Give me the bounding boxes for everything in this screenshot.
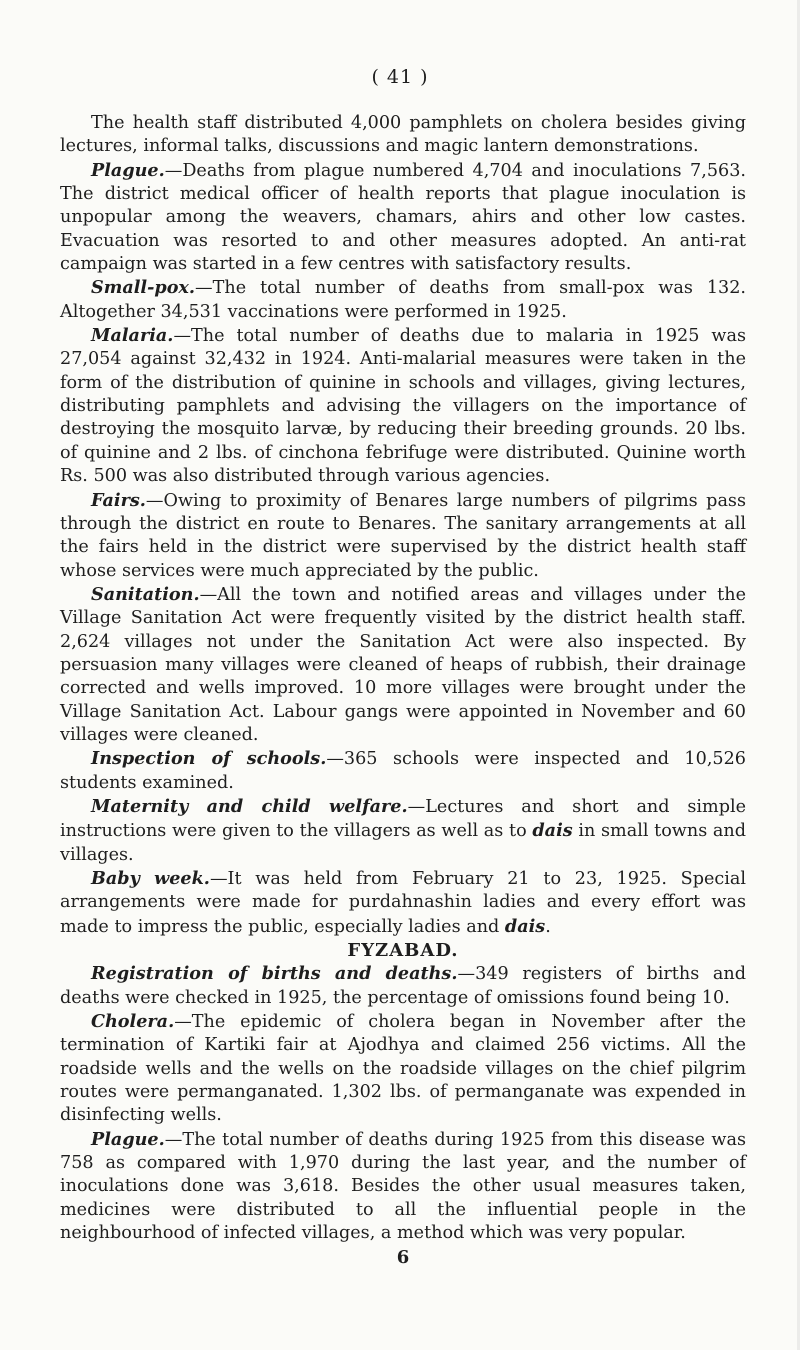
paragraph-cholera: Cholera.—The epidemic of cholera began in November after the termination of Kartiki fair at Ajodhya and claimed 256 victims. All the roadside wells and the wells on the roadside villages on the chief pilgrim routes were permanganated. 1,302 lbs. of permanganate was expended in disinfecting wells. [60, 1011, 746, 1126]
paragraph-heading: Registration of births and deaths. [91, 963, 458, 985]
paragraph-maternity: Maternity and child welfare.—Lectures and short and simple instructions were given to the villagers as well as to dais in small towns and villages. [60, 795, 746, 865]
district-heading: FYZABAD. [347, 940, 459, 962]
paragraph-heading: Plague. [91, 1128, 165, 1150]
paragraph-heading: Maternity and child welfare. [91, 795, 408, 817]
paragraph-heading: Plague. [91, 159, 165, 181]
page-body [60, 112, 746, 1269]
paragraph-heading: Baby week. [91, 868, 210, 889]
paragraph-sanitation: Sanitation.—All the town and notified areas and villages under the Village Sanitation Act were frequently visited by the district health staff. 2,624 villages not under the Sanitation Act were also inspected. By persuasion many villages were cleaned of heaps of rubbish, their drainage corrected and wells improved. 10 more villages were brought under the Village Sanitation Act. Labour gangs were appointed in November and 60 villages were cleaned. [60, 583, 746, 745]
paragraph-plague: Plague.—Deaths from plague numbered 4,704 and inoculations 7,563. The district medical officer of health reports that plague inoculation is unpopular among the weavers, chamars, ahirs and other low castes. Evacuation was resorted to and other measures adopted. An anti-rat campaign was started in a few centres with satisfactory results. [60, 159, 746, 275]
paragraph-small-pox: Small-pox.—The total number of deaths from small-pox was 132. Altogether 34,531 vaccinations were performed in 1925. [60, 277, 746, 322]
paragraph-heading: Malaria. [91, 325, 174, 347]
paragraph-baby-week: Baby week.—It was held from February 21 to 23, 1925. Special arrangements were made for purdahnashin ladies and every effort was made to impress the public, especially ladies and dais. [60, 868, 746, 937]
paragraph-plague-fyzabad: Plague.—The total number of deaths during 1925 from this disease was 758 as compared with 1,970 during the last year, and the number of inoculations done was 3,618. Besides the other usual measures taken, medicines were distributed to all the influential people in the neighbourhood of infected villages, a method which was very popular. [60, 1128, 746, 1244]
paragraph-heading: Cholera. [91, 1011, 175, 1033]
footer-signature-number: 6 [396, 1246, 410, 1268]
paragraph-inspection-of-schools: Inspection of schools.—365 schools were inspected and 10,526 students examined. [60, 748, 746, 793]
paragraph-registration: Registration of births and deaths.—349 registers of births and deaths were checked in 1925, the percentage of omissions found being 10. [60, 963, 746, 1008]
paragraph-heading: Sanitation. [91, 583, 200, 605]
paragraph-heading: Small-pox. [91, 277, 196, 299]
paragraph-heading: Inspection of schools. [91, 748, 327, 770]
paragraph-pamphlets: The health staff distributed 4,000 pamphlets on cholera besides giving lectures, informal talks, discussions and magic lantern demonstrations. [60, 113, 746, 157]
page-number: ( 41 ) [371, 66, 429, 88]
paragraph-heading: Fairs. [91, 489, 146, 511]
paragraph-fairs: Fairs.—Owing to proximity of Benares large numbers of pilgrims pass through the district en route to Benares. The sanitary arrangements at all the fairs held in the district were supervised by the district health staff whose services were much appreciated by the public. [60, 489, 746, 581]
paragraph-malaria: Malaria.—The total number of deaths due to malaria in 1925 was 27,054 against 32,432 in 1924. Anti-malarial measures were taken in the form of the distribution of quinine in schools and villages, giving lectures, distributing pamphlets and advising the villagers on the importance of destroying the mosquito larvæ, by reducing their breeding grounds. 20 lbs. of quinine and 2 lbs. of cinchona febrifuge were distributed. Quinine worth Rs. 500 was also distributed through various agencies. [60, 325, 746, 487]
